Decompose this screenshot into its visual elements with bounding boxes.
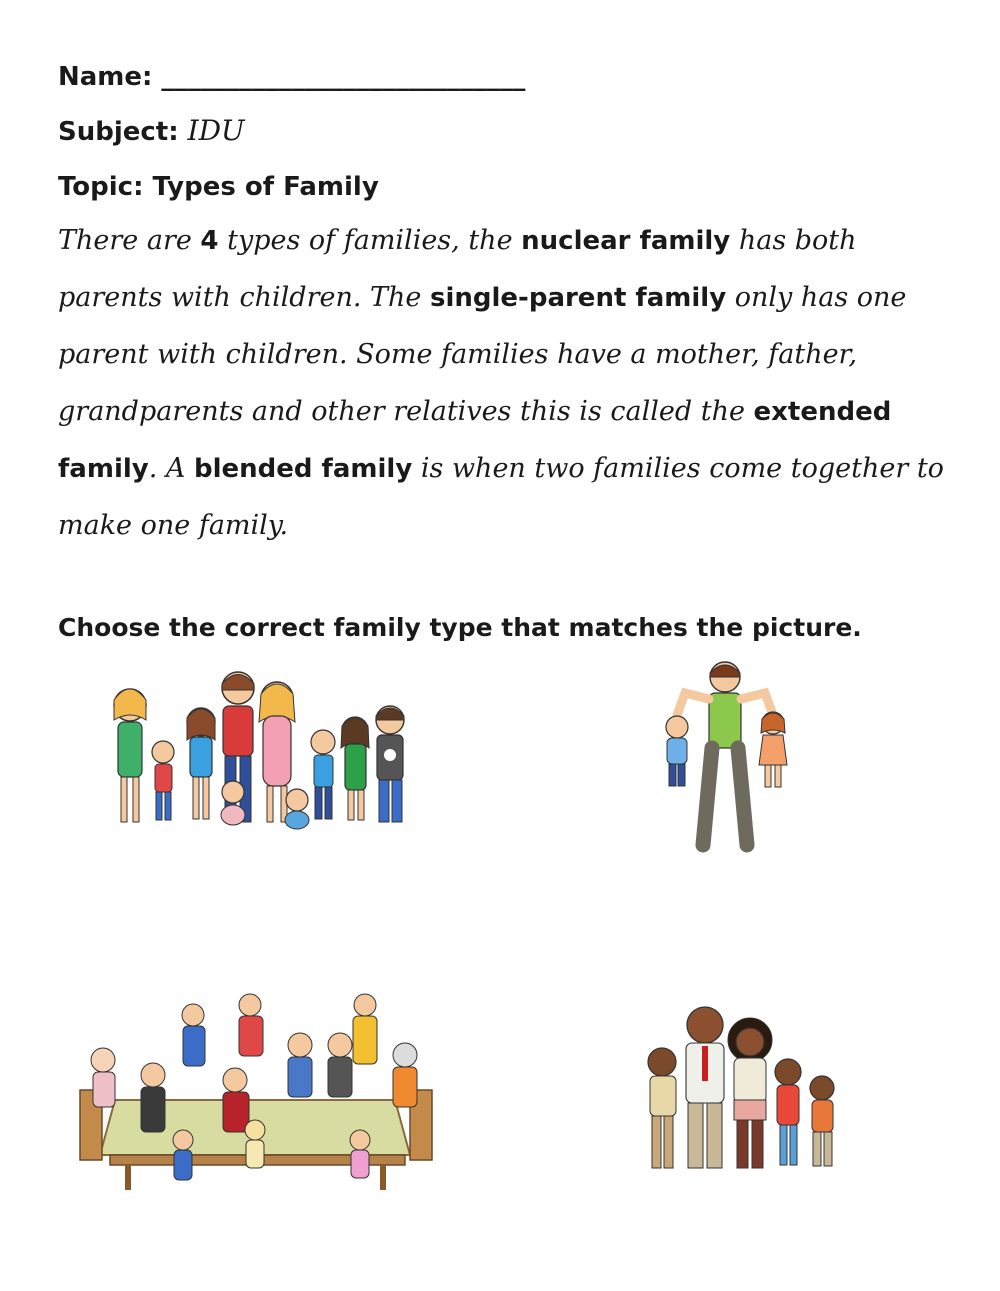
text-run: There are [58,225,201,256]
father [686,1007,724,1168]
extended-family-picture[interactable] [105,660,415,835]
father [677,662,773,845]
nuclear-family-picture[interactable] [640,1000,845,1180]
text-run: parents with children. The [58,282,430,313]
paragraph-line-6 [58,506,288,546]
text-run: grandparents and other relatives this is called the [58,396,754,427]
child-right [759,712,787,787]
name-field-line [58,56,525,97]
boy-right [810,1076,834,1166]
text-run: is when two families come together to [412,453,944,484]
text-run: make one family. [58,510,289,541]
emphasis-extended: extended [753,397,892,427]
child-left [666,716,688,786]
text-run: parent with children. Some families have a mother, father, [58,339,858,370]
boy-left [648,1048,676,1168]
emphasis-blended-family: blended family [193,454,413,484]
emphasis-single-parent-family: single-parent family [429,283,727,313]
girl [775,1059,801,1165]
person-8 [376,706,404,822]
baby-2 [285,789,309,829]
text-run: . A [148,453,194,484]
text-run: has both [730,225,857,256]
person-1 [114,689,146,822]
subject-value: IDU [187,114,245,147]
emphasis-four: 4 [200,226,219,256]
subject-label: Subject: [58,117,179,147]
topic-label: Topic: Types of Family [58,172,379,202]
paragraph-line-3 [58,335,857,375]
person-2 [152,741,174,820]
person-6 [311,730,335,819]
single-parent-family-picture[interactable] [655,655,795,855]
instruction-heading: Choose the correct family type that matches the picture. [58,613,862,642]
person-3 [187,708,215,819]
name-blank[interactable]: ____________________________ [161,62,526,92]
family-dinner-table-picture[interactable] [75,990,435,1200]
mother [728,1018,772,1168]
paragraph-line-4 [58,392,891,432]
name-label: Name: [58,62,153,92]
emphasis-family: family [58,454,149,484]
emphasis-nuclear-family: nuclear family [521,226,731,256]
text-run: types of families, the [218,225,522,256]
paragraph-line-2 [58,278,906,318]
topic-line [58,166,379,207]
subject-line [58,111,245,152]
paragraph-line-5 [58,449,944,489]
person-7 [341,717,369,820]
paragraph-line-1 [58,221,857,261]
text-run: only has one [726,282,907,313]
